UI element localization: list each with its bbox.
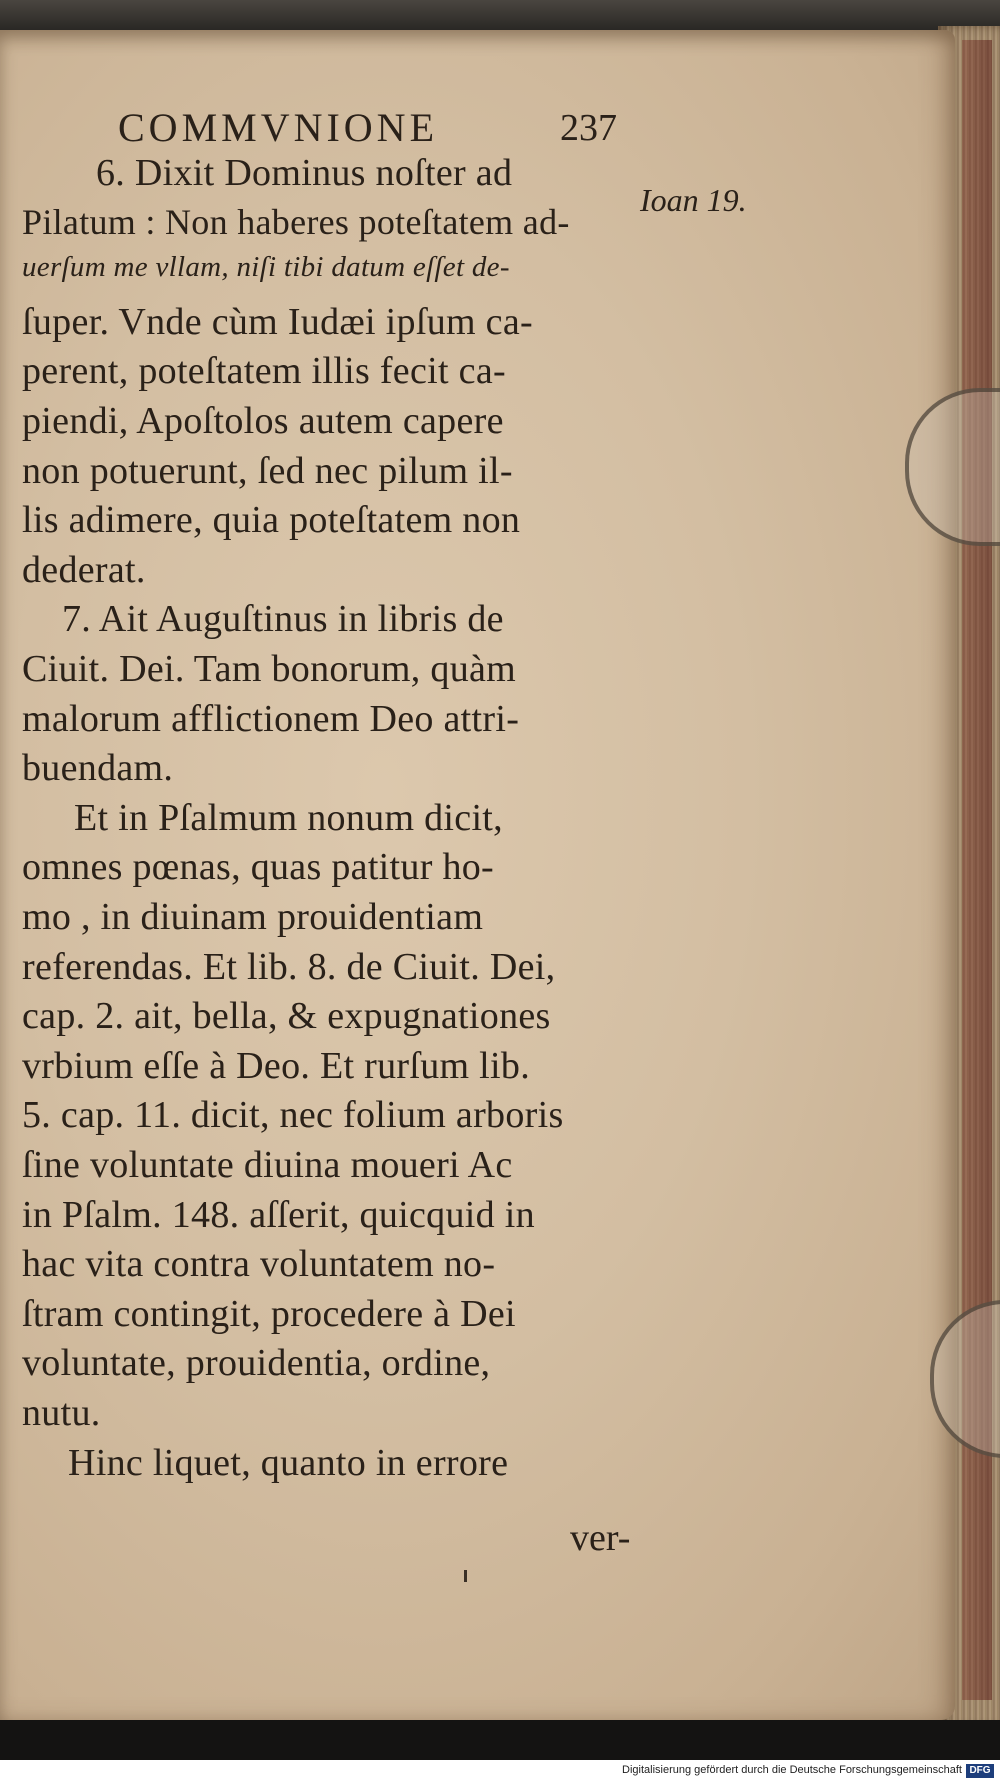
catchword: ver- xyxy=(570,1517,631,1559)
text-line: vrbium eſſe à Deo. Et rurſum lib. xyxy=(22,1044,531,1087)
text-line: mo , in diuinam prouidentiam xyxy=(22,896,484,938)
text-line: ſuper. Vnde cùm Iudæi ipſum ca- xyxy=(22,300,533,343)
text-line: Hinc liquet, quanto in errore xyxy=(68,1441,509,1484)
scanner-bottom-edge xyxy=(0,1720,1000,1760)
text-line: 5. cap. 11. dicit, nec folium arboris xyxy=(22,1094,564,1137)
running-head: COMMVNIONE xyxy=(118,105,438,150)
page-number: 237 xyxy=(560,107,617,149)
text-line: Et in Pſalmum nonum dicit, xyxy=(74,796,503,839)
text-line: dederat. xyxy=(22,548,146,591)
text-line: in Pſalm. 148. aſſerit, quicquid in xyxy=(22,1193,535,1236)
text-line: buendam. xyxy=(22,747,174,790)
text-line: malorum afflictionem Deo attri- xyxy=(22,697,520,740)
text-line: hac vita contra voluntatem no- xyxy=(22,1243,496,1286)
text-line: piendi, Apoſtolos autem capere xyxy=(22,400,504,442)
text-line: nutu. xyxy=(22,1392,101,1434)
text-line: Ciuit. Dei. Tam bonorum, quàm xyxy=(22,648,517,690)
text-line: voluntate, prouidentia, ordine, xyxy=(22,1342,491,1385)
text-line: cap. 2. ait, bella, & expugnationes xyxy=(22,995,551,1038)
margin-note: Ioan 19. xyxy=(640,182,747,218)
text-line: 7. Ait Auguſtinus in libris de xyxy=(62,598,504,641)
page-mark xyxy=(464,1570,467,1582)
footer-credit: Digitalisierung gefördert durch die Deutsche Forschungsgemeinschaft xyxy=(622,1764,962,1776)
text-line: lis adimere, quia poteſtatem non xyxy=(22,499,521,542)
dfg-logo: DFG xyxy=(966,1764,994,1778)
text-line: referendas. Et lib. 8. de Ciuit. Dei, xyxy=(22,945,556,988)
text-line: perent, poteſtatem illis fecit ca- xyxy=(22,350,506,393)
text-line: omnes pœnas, quas patitur ho- xyxy=(22,846,495,889)
text-line: non potuerunt, ſed nec pilum il- xyxy=(22,449,513,492)
text-line: uerſum me vllam, niſi tibi datum eſſet de- xyxy=(22,251,510,284)
text-line: Pilatum : Non haberes poteſtatem ad- xyxy=(22,201,570,242)
text-line: ſtram contingit, procedere à Dei xyxy=(22,1292,516,1335)
text-line: 6. Dixit Dominus noſter ad xyxy=(96,152,513,194)
text-line: ſine voluntate diuina moueri Ac xyxy=(22,1144,513,1186)
